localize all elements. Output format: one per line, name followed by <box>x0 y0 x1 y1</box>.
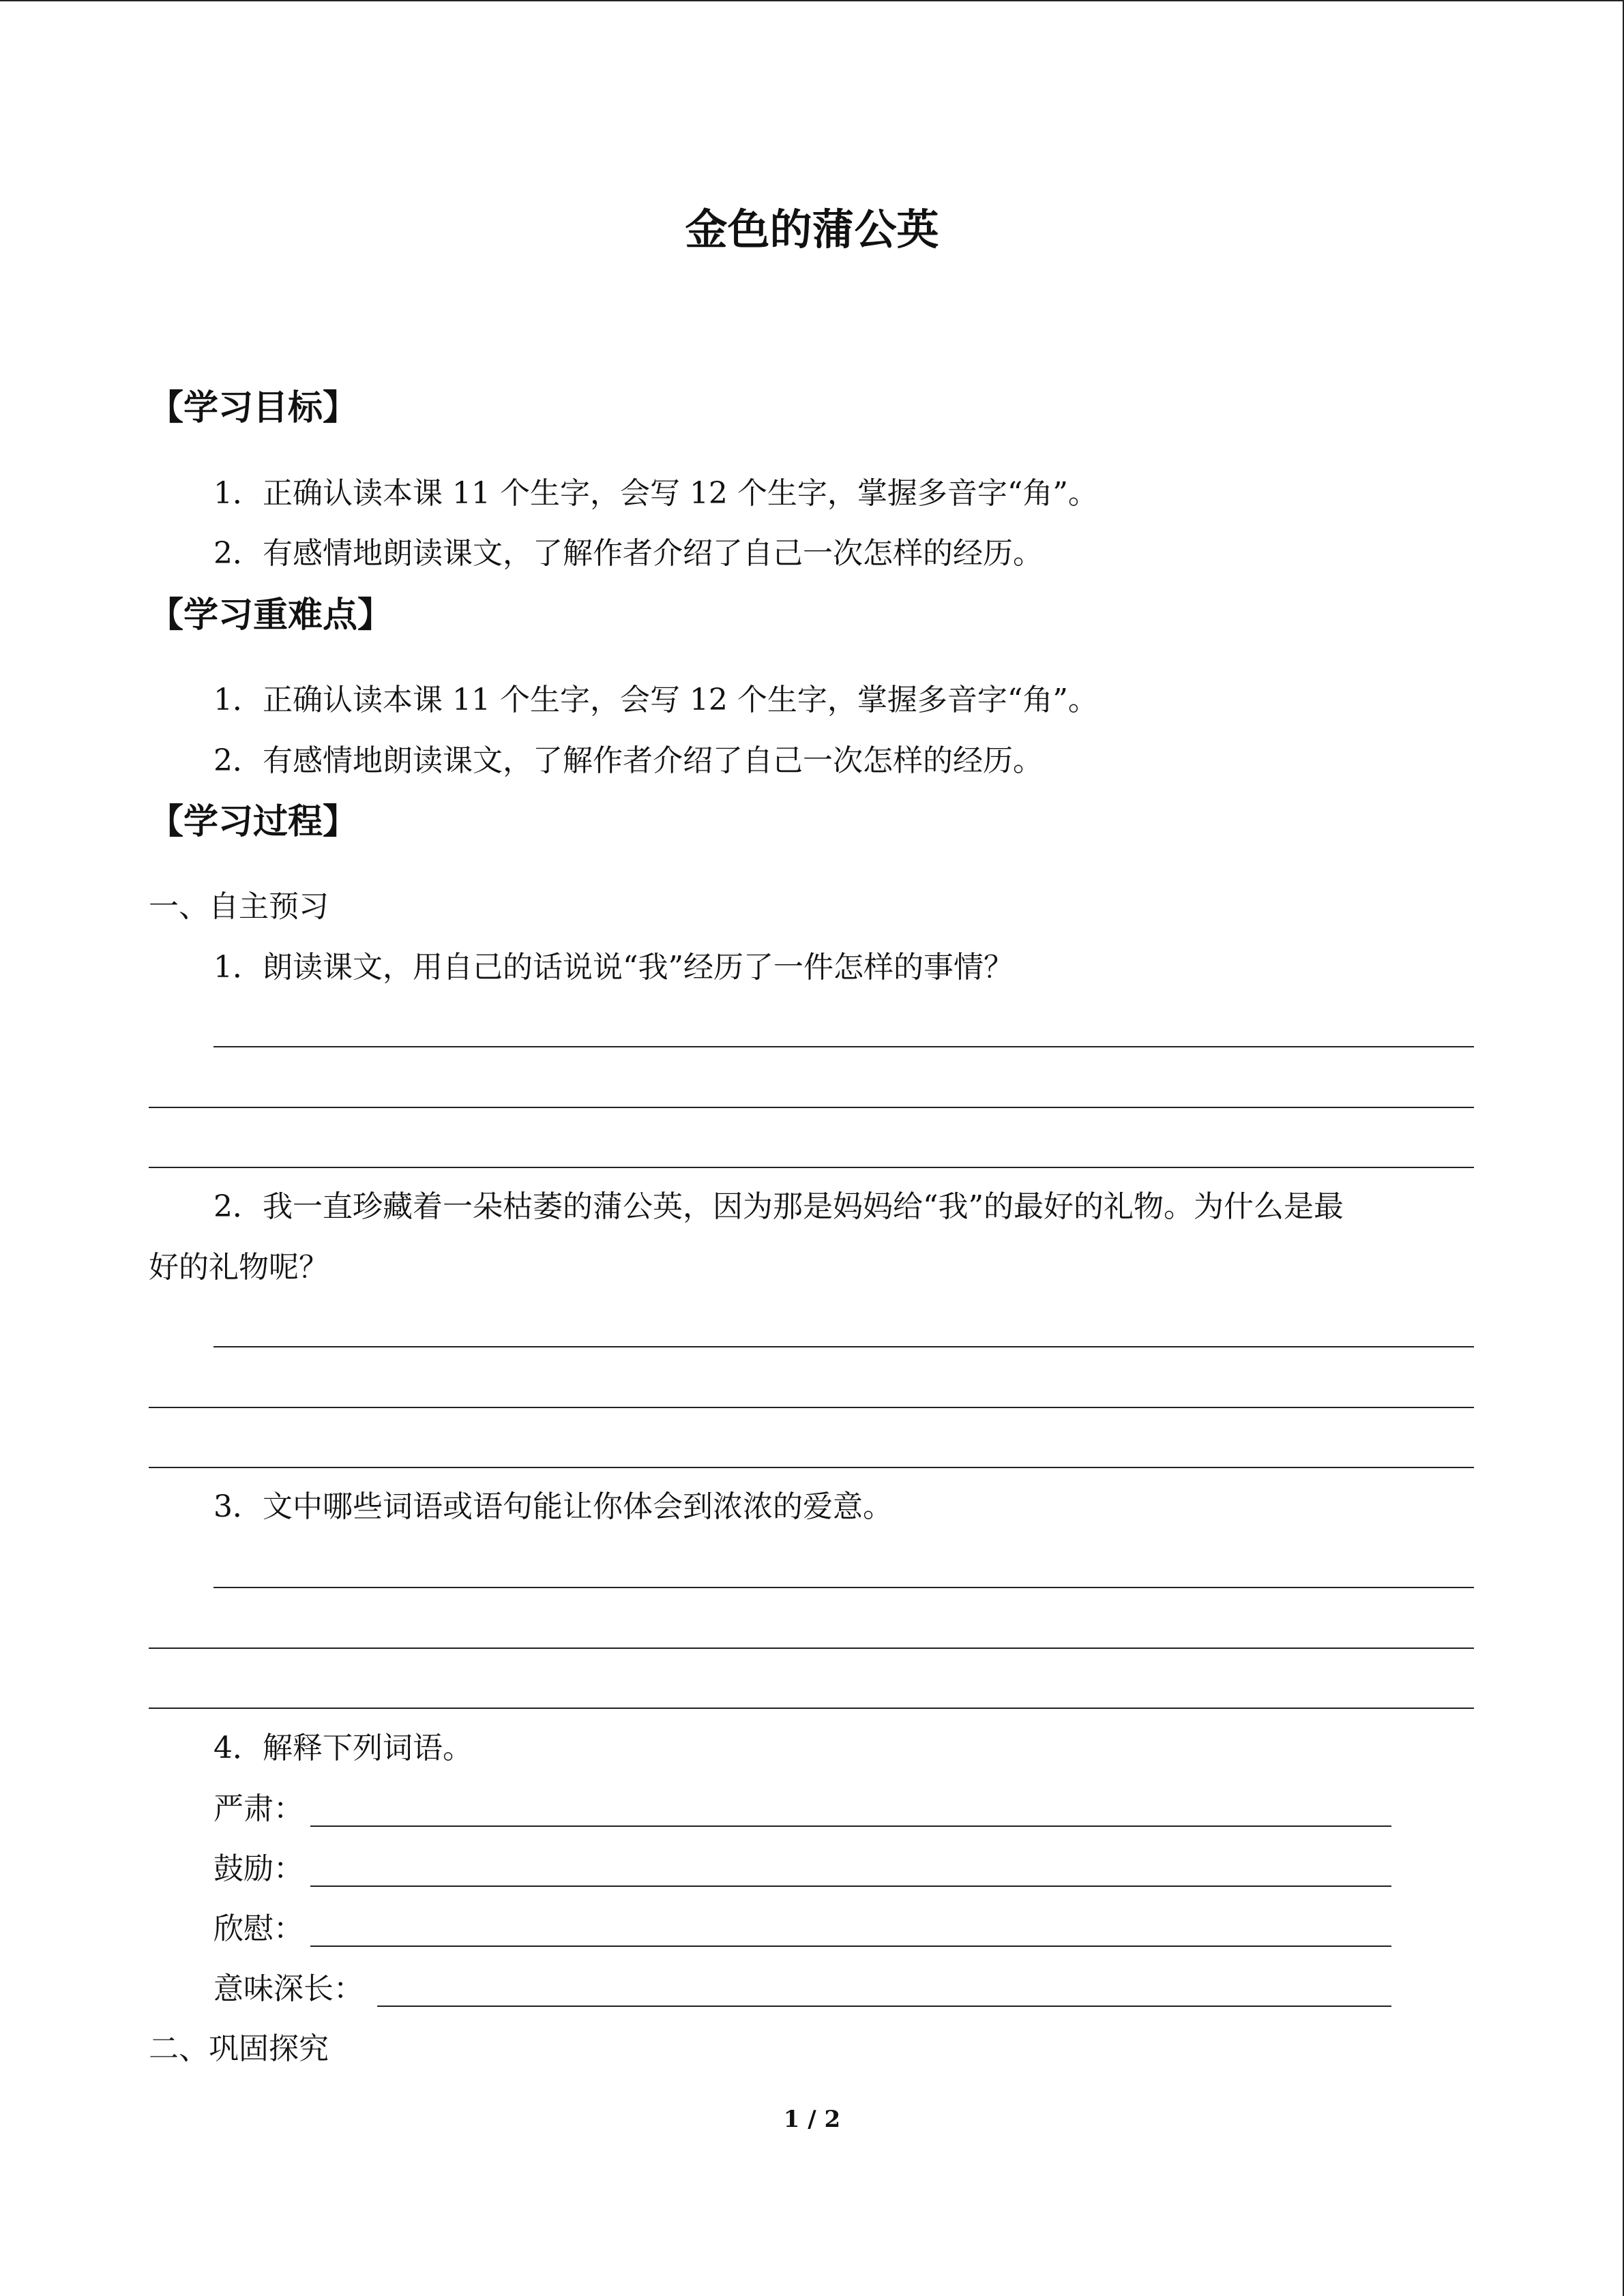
term-label: 鼓励： <box>213 1851 304 1886</box>
term-label: 欣慰： <box>213 1911 304 1946</box>
term-label: 意味深长： <box>213 1971 364 2006</box>
term-answer-line[interactable] <box>377 2006 1391 2007</box>
answer-line[interactable] <box>213 1587 1474 1588</box>
page-number: 1 / 2 <box>783 2106 841 2133</box>
answer-line[interactable] <box>149 1407 1474 1408</box>
goal-item-2: 2．有感情地朗读课文，了解作者介绍了自己一次怎样的经历。 <box>213 536 1043 571</box>
answer-line[interactable] <box>149 1648 1474 1649</box>
question-2-line-1: 2．我一直珍藏着一朵枯萎的蒲公英，因为那是妈妈给“我”的最好的礼物。为什么是最 <box>213 1189 1344 1224</box>
answer-line[interactable] <box>149 1107 1474 1108</box>
heading-learning-goals: 【学习目标】 <box>149 388 358 428</box>
part1-title: 一、自主预习 <box>149 889 329 924</box>
key-point-item-1: 1．正确认读本课 11 个生字，会写 12 个生字，掌握多音字“角”。 <box>213 683 1098 717</box>
key-point-item-2: 2．有感情地朗读课文，了解作者介绍了自己一次怎样的经历。 <box>213 743 1043 778</box>
heading-learning-process: 【学习过程】 <box>149 802 358 842</box>
question-1: 1．朗读课文，用自己的话说说“我”经历了一件怎样的事情？ <box>213 950 1014 985</box>
question-4: 4．解释下列词语。 <box>213 1731 473 1765</box>
question-2-line-2: 好的礼物呢？ <box>149 1250 329 1285</box>
term-label: 严肃： <box>213 1791 304 1826</box>
term-answer-line[interactable] <box>310 1945 1391 1947</box>
document-title: 金色的蒲公英 <box>685 205 939 254</box>
heading-key-points: 【学习重难点】 <box>149 595 393 636</box>
part2-title: 二、巩固探究 <box>149 2031 329 2066</box>
answer-line[interactable] <box>149 1467 1474 1468</box>
answer-line[interactable] <box>213 1346 1474 1347</box>
term-answer-line[interactable] <box>310 1885 1391 1887</box>
goal-item-1: 1．正确认读本课 11 个生字，会写 12 个生字，掌握多音字“角”。 <box>213 476 1098 511</box>
answer-line[interactable] <box>213 1046 1474 1047</box>
answer-line[interactable] <box>149 1708 1474 1709</box>
question-3: 3．文中哪些词语或语句能让你体会到浓浓的爱意。 <box>213 1489 893 1524</box>
answer-line[interactable] <box>149 1167 1474 1168</box>
term-answer-line[interactable] <box>310 1825 1391 1827</box>
